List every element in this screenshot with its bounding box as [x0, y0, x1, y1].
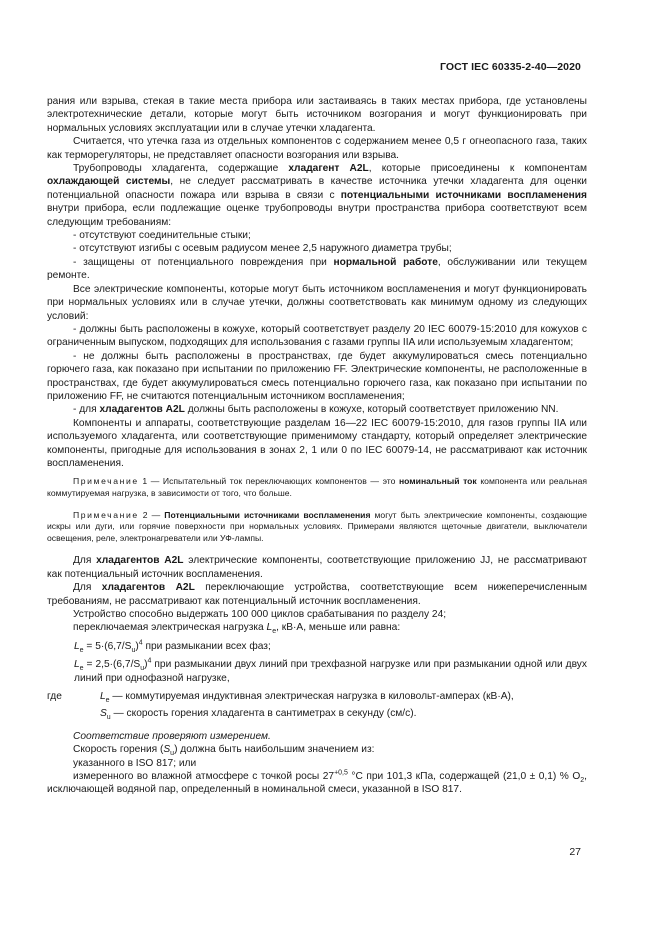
- paragraph: [47, 743, 587, 756]
- text: компонента или реальная коммутируемая нагрузка, в зависимости от того, что больше.: [47, 476, 587, 498]
- text: - для: [73, 404, 100, 416]
- list-item: - должны быть расположены в кожухе, который соответствует разделу 20 IEC 60079-15:2010 для кожухов с ограниченным выпуском, подходящих для использования с газами группы IIA или используемым хладагентом;: [47, 323, 587, 349]
- paragraph: указанного в ISO 817; или: [73, 757, 197, 769]
- list-item: - отсутствуют изгибы с осевым радиусом менее 2,5 наружного диаметра трубы;: [73, 243, 452, 255]
- list-item: [47, 403, 587, 416]
- subscript: e: [105, 697, 110, 705]
- superscript: 4: [147, 657, 152, 665]
- list-item: [47, 256, 587, 283]
- where-block: [47, 690, 587, 721]
- text: - защищены от потенциального повреждения при: [73, 256, 334, 268]
- text: Для: [73, 555, 97, 567]
- symbol: L: [74, 659, 80, 671]
- equation-2: [47, 658, 587, 685]
- text: = 2,5·(6,7/S: [83, 659, 141, 671]
- subscript: u: [131, 646, 136, 654]
- symbol: L: [266, 622, 273, 634]
- term-bold: хладагентов A2L: [96, 555, 184, 567]
- text: внутри прибора, если подлежащие оценке трубопроводы внутри пространства прибора соответствуют всем следующим требованиям:: [47, 203, 587, 228]
- subscript: e: [79, 665, 84, 673]
- subscript: e: [79, 646, 84, 654]
- subscript: u: [140, 665, 145, 673]
- text: ) должна быть наибольшим значением из:: [174, 744, 375, 756]
- text: ): [144, 659, 148, 671]
- subscript: 2: [580, 777, 585, 785]
- paragraph: [47, 162, 587, 229]
- term-bold: потенциальными источниками воспламенения: [340, 189, 587, 201]
- paragraph: [47, 770, 587, 797]
- paragraph: Все электрические компоненты, которые могут быть источником воспламенения и могут функционировать при нормальных условиях или в случае утечки, должны соответствовать как минимум одному из следующих условий:: [47, 283, 587, 322]
- paragraph: [47, 554, 587, 581]
- text: 2 —: [138, 509, 165, 520]
- list-item: - отсутствуют соединительные стыки;: [73, 230, 251, 242]
- paragraph: Устройство способно выдержать 100 000 циклов срабатывания по разделу 24;: [73, 608, 447, 620]
- text: переключающие устройства, соответствующие всем нижеперечисленным требованиям, не рассматривают как потенциальный источник воспламенения.: [47, 582, 587, 607]
- equation-1: [47, 640, 587, 653]
- paragraph: [47, 621, 587, 634]
- text: должны быть расположены в кожухе, который соответствует приложению NN.: [184, 404, 559, 416]
- note-label: Примечание: [73, 509, 139, 520]
- subscript: u: [106, 714, 111, 722]
- text: измеренного во влажной атмосфере с точкой росы 27: [73, 771, 335, 783]
- text: , которые присоединены к компонентам: [368, 163, 587, 175]
- text: электрические компоненты, соответствующие приложению JJ, не рассматривают как потенциальный источник воспламенения.: [47, 555, 587, 580]
- text: , кВ·А, меньше или равна:: [276, 622, 401, 634]
- where-label: где: [47, 691, 62, 702]
- paragraph: [47, 581, 587, 608]
- text: переключаемая электрическая нагрузка: [73, 622, 267, 634]
- text: , исключающей водяной пар, определенный в номинальной смеси, указанной в ISO 817.: [47, 771, 588, 796]
- text: 1 — Испытательный ток переключающих компонентов — это: [138, 476, 399, 487]
- text: — скорость горения хладагента в сантиметрах в секунду (см/с).: [110, 708, 417, 720]
- where-definitions: [74, 690, 587, 721]
- text: при размыкании всех фаз;: [142, 640, 271, 652]
- term-bold: хладагент A2L: [288, 163, 369, 175]
- text: ): [135, 640, 139, 652]
- symbol: S: [163, 744, 171, 756]
- symbol: S: [100, 708, 107, 720]
- list-item: - не должны быть расположены в пространствах, где будет аккумулироваться смесь потенциально горючего газа, как показано при испытании по приложению FF. Электрические компоненты, не расположенные в пространствах, где будет аккумулироваться смесь потенциально горючего газа, как показано при испытании по приложению FF, не считаются потенциальным источником воспламенения;: [47, 350, 587, 402]
- paragraph: Компоненты и аппараты, соответствующие разделам 16—22 IEC 60079-15:2010, для газов группы IIA или используемого хладагента, или соответствующие применимому стандарту, который определяет электрические компоненты, пригодные для использования в зонах 2, 1 или 0 по IEC 60079-14, не рассматривают как источник воспламенения.: [47, 417, 587, 469]
- term-bold: нормальной работе: [333, 256, 438, 268]
- text: , не следует рассматривать в качестве источника утечки хладагента для оценки потенциальной опасности пожара или взрыва в связи с: [47, 176, 587, 201]
- page-content: [47, 95, 587, 797]
- standard-header: ГОСТ IEC 60335-2-40—2020: [439, 61, 581, 73]
- text-italic: Соответствие проверяют измерением.: [73, 730, 271, 742]
- term-bold: хладагентов A2L: [101, 582, 195, 594]
- text: °С при 101,3 кПа, содержащей (21,0 ± 0,1) % O: [347, 771, 581, 783]
- compliance-statement: [47, 730, 587, 743]
- note-2: [47, 510, 587, 545]
- term-bold: хладагентов A2L: [99, 404, 185, 416]
- symbol: L: [100, 691, 106, 702]
- text: при размыкании двух линий при трехфазной нагрузке или при размыкании одной или двух линий при однофазной нагрузке,: [74, 659, 587, 684]
- text: могут быть электрические компоненты, создающие искры или дуги, или горячие поверхности при нормальных условиях. Примерами являются щеточные двигатели, выключатели освещения, реле, электронагреватели или УФ-лампы.: [47, 509, 587, 543]
- text: Трубопроводы хладагента, содержащие: [73, 163, 289, 175]
- superscript: 4: [138, 639, 143, 647]
- term-bold: Потенциальными источниками воспламенения: [164, 509, 371, 520]
- text: Для: [73, 582, 102, 594]
- text: Скорость горения (: [73, 744, 164, 756]
- note-1: [47, 476, 587, 499]
- paragraph: Считается, что утечка газа из отдельных компонентов с содержанием менее 0,5 г огнеопасного газа, таких как терморегуляторы, не представляет опасности возгорания или взрыва.: [47, 136, 587, 161]
- symbol: L: [74, 640, 80, 652]
- text: — коммутируемая индуктивная электрическая нагрузка в киловольт-амперах (кВ·А),: [109, 691, 514, 702]
- text: , обслуживании или текущем ремонте.: [47, 256, 587, 282]
- superscript: +0,5: [334, 769, 348, 777]
- page-number: 27: [569, 846, 581, 858]
- text: = 5·(6,7/S: [83, 640, 132, 652]
- subscript: e: [272, 628, 277, 636]
- definition-su: [74, 707, 587, 720]
- note-label: Примечание: [73, 476, 139, 487]
- subscript: u: [170, 750, 175, 758]
- term-bold: номинальный ток: [398, 476, 477, 487]
- definition-le: [74, 690, 587, 703]
- paragraph: рания или взрыва, стекая в такие места прибора или застаиваясь в таких местах прибора, где установлены электротехнические детали, которые могут быть источником возгорания и могут функционировать при нормальных условиях эксплуатации или в случае утечки хладагента.: [47, 96, 587, 134]
- term-bold: охлаждающей системы: [47, 176, 171, 188]
